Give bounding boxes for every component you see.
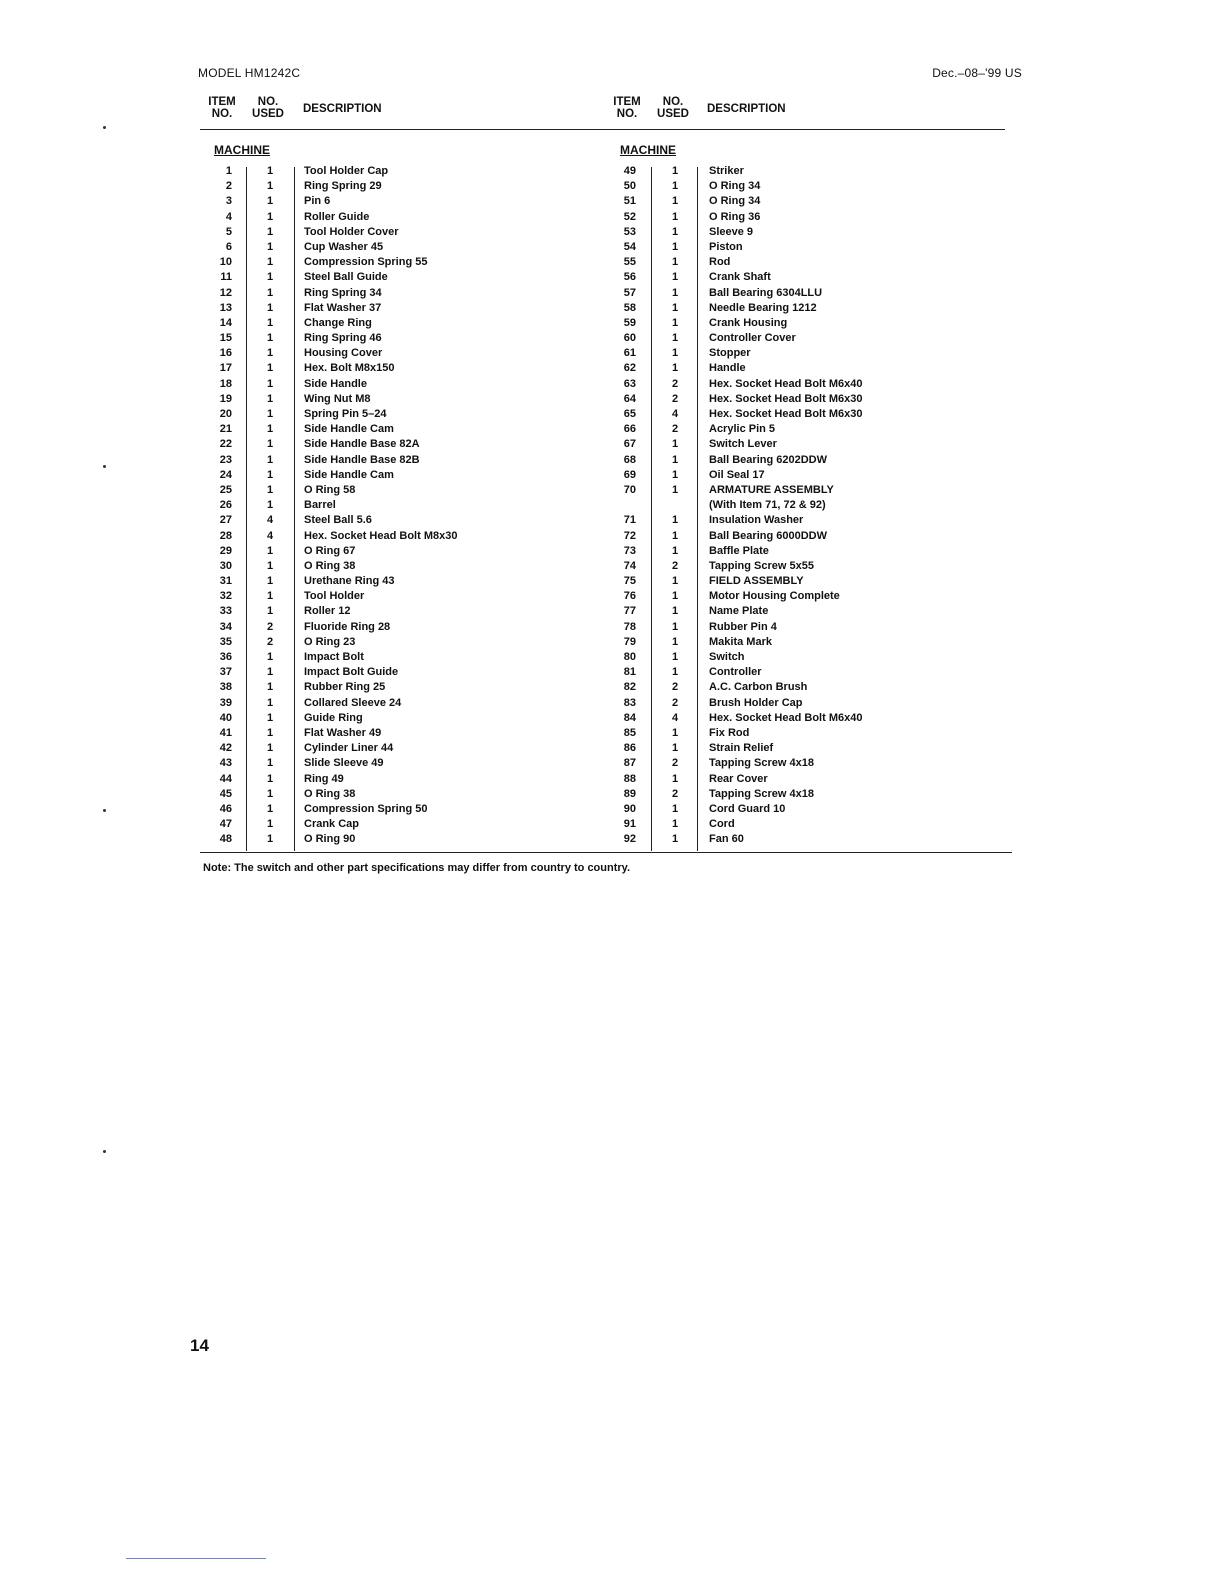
item-number: 40 bbox=[219, 711, 232, 724]
quantity-used: 1 bbox=[266, 347, 274, 360]
quantity-used: 2 bbox=[671, 681, 679, 694]
part-description: Tool Holder Cover bbox=[304, 225, 399, 238]
item-number: 89 bbox=[623, 787, 636, 800]
part-description: Acrylic Pin 5 bbox=[709, 423, 776, 436]
part-description: Fix Rod bbox=[709, 726, 750, 739]
item-number: 57 bbox=[623, 286, 636, 299]
quantity-used: 1 bbox=[671, 286, 679, 299]
part-description: Baffle Plate bbox=[709, 544, 769, 557]
part-description: Sleeve 9 bbox=[709, 225, 754, 238]
model-label: MODEL HM1242C bbox=[198, 66, 301, 80]
item-number: 70 bbox=[623, 483, 636, 496]
quantity-used: 1 bbox=[671, 833, 679, 846]
quantity-used: 1 bbox=[671, 195, 679, 208]
part-description: O Ring 23 bbox=[304, 635, 356, 648]
quantity-used: 1 bbox=[671, 651, 679, 663]
quantity-used: 1 bbox=[671, 575, 679, 588]
quantity-used: 1 bbox=[671, 726, 679, 739]
item-number: 69 bbox=[623, 468, 636, 481]
quantity-used: 1 bbox=[671, 635, 679, 648]
part-description: Name Plate bbox=[709, 605, 769, 618]
footer-rule bbox=[200, 852, 1012, 853]
part-description: Cylinder Liner 44 bbox=[304, 742, 394, 755]
part-description: ARMATURE ASSEMBLY bbox=[709, 483, 834, 496]
quantity-used: 1 bbox=[266, 377, 274, 390]
item-number: 60 bbox=[623, 332, 636, 345]
quantity-used: 1 bbox=[266, 468, 274, 481]
quantity-used: 1 bbox=[266, 225, 274, 238]
quantity-used: 1 bbox=[266, 696, 274, 709]
quantity-used: 1 bbox=[266, 681, 274, 694]
date-label: Dec.–08–'99 US bbox=[932, 66, 1022, 80]
quantity-used: 1 bbox=[266, 559, 274, 572]
item-number: 56 bbox=[623, 271, 636, 284]
item-number: 81 bbox=[623, 666, 636, 679]
quantity-used: 1 bbox=[266, 651, 274, 663]
part-description: Fluoride Ring 28 bbox=[304, 620, 391, 633]
scan-dot bbox=[103, 1150, 106, 1153]
part-description: Crank Cap bbox=[304, 818, 360, 831]
item-number: 44 bbox=[219, 772, 232, 785]
part-description: Handle bbox=[709, 362, 746, 375]
part-description: Steel Ball Guide bbox=[304, 271, 388, 284]
quantity-used: 2 bbox=[671, 423, 679, 436]
quantity-used: 2 bbox=[671, 757, 679, 770]
item-number: 23 bbox=[219, 453, 232, 466]
item-number: 85 bbox=[623, 726, 636, 739]
part-description: Barrel bbox=[304, 499, 336, 512]
part-description: Crank Housing bbox=[709, 316, 788, 329]
quantity-used: 1 bbox=[671, 483, 679, 496]
quantity-used: 1 bbox=[266, 453, 274, 466]
part-description: Rubber Ring 25 bbox=[304, 681, 386, 694]
quantity-used: 1 bbox=[671, 332, 679, 345]
quantity-used: 1 bbox=[266, 195, 274, 208]
part-description: Hex. Socket Head Bolt M8x30 bbox=[304, 529, 458, 542]
item-number: 84 bbox=[623, 711, 636, 724]
item-number: 39 bbox=[219, 696, 232, 709]
item-number: 18 bbox=[219, 377, 232, 390]
quantity-used: 1 bbox=[671, 529, 679, 542]
no-used-header-line1: NO. bbox=[662, 96, 684, 108]
item-number: 14 bbox=[219, 316, 232, 329]
section-label-left: MACHINE bbox=[214, 143, 270, 157]
quantity-used: 1 bbox=[266, 165, 274, 177]
part-description: O Ring 90 bbox=[304, 833, 356, 846]
part-description: Hex. Socket Head Bolt M6x40 bbox=[709, 711, 863, 724]
part-description: Ring Spring 34 bbox=[304, 286, 382, 299]
part-description: Cup Washer 45 bbox=[304, 240, 384, 253]
quantity-used: 1 bbox=[266, 666, 274, 679]
item-number: 35 bbox=[219, 635, 232, 648]
quantity-used: 1 bbox=[266, 726, 274, 739]
quantity-used: 1 bbox=[266, 286, 274, 299]
part-description: Compression Spring 55 bbox=[304, 256, 428, 269]
column-divider bbox=[246, 167, 247, 851]
part-description: Stopper bbox=[709, 347, 751, 360]
quantity-used: 2 bbox=[671, 392, 679, 405]
part-description: Impact Bolt bbox=[304, 651, 364, 663]
quantity-used: 1 bbox=[266, 590, 274, 603]
part-description: Fan 60 bbox=[709, 833, 744, 846]
item-number: 82 bbox=[623, 681, 636, 694]
part-description: Ring 49 bbox=[304, 772, 344, 785]
part-description: Slide Sleeve 49 bbox=[304, 757, 384, 770]
item-no-header-line2: NO. bbox=[616, 108, 638, 120]
quantity-used: 2 bbox=[266, 620, 274, 633]
item-number: 41 bbox=[219, 726, 232, 739]
quantity-used: 1 bbox=[266, 316, 274, 329]
part-description: Brush Holder Cap bbox=[709, 696, 803, 709]
quantity-used: 1 bbox=[266, 757, 274, 770]
quantity-used: 1 bbox=[266, 711, 274, 724]
part-description: O Ring 36 bbox=[709, 210, 761, 223]
quantity-used: 1 bbox=[671, 256, 679, 269]
item-number: 80 bbox=[623, 651, 636, 663]
quantity-used: 1 bbox=[671, 225, 679, 238]
item-number: 33 bbox=[219, 605, 232, 618]
quantity-used: 1 bbox=[266, 180, 274, 193]
part-description: Makita Mark bbox=[709, 635, 772, 648]
item-number: 28 bbox=[219, 529, 232, 542]
part-description: Side Handle Base 82B bbox=[304, 453, 420, 466]
part-description: Crank Shaft bbox=[709, 271, 771, 284]
item-number: 37 bbox=[219, 666, 232, 679]
part-description: O Ring 38 bbox=[304, 787, 356, 800]
part-description: Rubber Pin 4 bbox=[709, 620, 777, 633]
quantity-used: 1 bbox=[671, 240, 679, 253]
item-number: 86 bbox=[623, 742, 636, 755]
description-header: DESCRIPTION bbox=[707, 103, 786, 115]
quantity-used: 1 bbox=[671, 666, 679, 679]
item-number: 22 bbox=[219, 438, 232, 451]
quantity-used: 1 bbox=[266, 210, 274, 223]
quantity-used: 1 bbox=[266, 271, 274, 284]
quantity-used: 1 bbox=[266, 818, 274, 831]
item-number: 15 bbox=[219, 332, 232, 345]
quantity-used: 1 bbox=[671, 802, 679, 815]
quantity-used: 1 bbox=[266, 256, 274, 269]
part-description: Tapping Screw 5x55 bbox=[709, 559, 814, 572]
quantity-used: 1 bbox=[671, 605, 679, 618]
part-description: (With Item 71, 72 & 92) bbox=[709, 499, 826, 512]
no-used-header bbox=[248, 96, 288, 120]
item-number: 61 bbox=[623, 347, 636, 360]
item-number: 38 bbox=[219, 681, 232, 694]
item-number: 76 bbox=[623, 590, 636, 603]
item-number: 26 bbox=[219, 499, 232, 512]
quantity-used: 1 bbox=[671, 453, 679, 466]
part-description: Strain Relief bbox=[709, 742, 774, 755]
quantity-used: 1 bbox=[266, 742, 274, 755]
no-used-header bbox=[653, 96, 693, 120]
quantity-used: 1 bbox=[671, 620, 679, 633]
part-description: O Ring 58 bbox=[304, 483, 356, 496]
item-number: 5 bbox=[225, 225, 232, 238]
quantity-used: 1 bbox=[671, 514, 679, 527]
item-number: 34 bbox=[219, 620, 232, 633]
quantity-used: 4 bbox=[671, 711, 679, 724]
quantity-used: 2 bbox=[671, 559, 679, 572]
part-description: O Ring 34 bbox=[709, 195, 761, 208]
part-description: Flat Washer 49 bbox=[304, 726, 382, 739]
item-no-header bbox=[609, 96, 645, 120]
quantity-used: 2 bbox=[671, 377, 679, 390]
item-number: 20 bbox=[219, 408, 232, 420]
item-number: 42 bbox=[219, 742, 232, 755]
quantity-used: 1 bbox=[266, 408, 274, 420]
item-number: 92 bbox=[623, 833, 636, 846]
quantity-used: 1 bbox=[671, 301, 679, 314]
column-divider bbox=[697, 167, 698, 851]
item-number: 50 bbox=[623, 180, 636, 193]
part-description: Needle Bearing 1212 bbox=[709, 301, 817, 314]
quantity-used: 1 bbox=[671, 468, 679, 481]
part-description: Rod bbox=[709, 256, 731, 269]
description-header: DESCRIPTION bbox=[303, 103, 382, 115]
item-number: 17 bbox=[219, 362, 232, 375]
part-description: O Ring 38 bbox=[304, 559, 356, 572]
quantity-used: 1 bbox=[671, 165, 679, 177]
part-description: Wing Nut M8 bbox=[304, 392, 371, 405]
item-number: 78 bbox=[623, 620, 636, 633]
part-description: Ball Bearing 6304LLU bbox=[709, 286, 823, 299]
item-number: 46 bbox=[219, 802, 232, 815]
item-number: 10 bbox=[219, 256, 232, 269]
part-description: Hex. Socket Head Bolt M6x30 bbox=[709, 408, 863, 420]
header-rule bbox=[200, 129, 1005, 130]
quantity-used: 1 bbox=[671, 772, 679, 785]
quantity-used: 1 bbox=[266, 438, 274, 451]
quantity-used: 1 bbox=[671, 347, 679, 360]
part-description: Oil Seal 17 bbox=[709, 468, 765, 481]
part-description: Switch Lever bbox=[709, 438, 777, 451]
part-description: Hex. Bolt M8x150 bbox=[304, 362, 395, 375]
item-number: 4 bbox=[225, 210, 232, 223]
part-description: Insulation Washer bbox=[709, 514, 804, 527]
no-used-header-line2: USED bbox=[252, 108, 284, 120]
quantity-used: 4 bbox=[266, 514, 274, 527]
item-number: 52 bbox=[623, 210, 636, 223]
item-number: 19 bbox=[219, 392, 232, 405]
item-number: 16 bbox=[219, 347, 232, 360]
part-description: Ball Bearing 6000DDW bbox=[709, 529, 827, 542]
item-number: 62 bbox=[623, 362, 636, 375]
quantity-used: 1 bbox=[671, 362, 679, 375]
item-number: 79 bbox=[623, 635, 636, 648]
item-number: 51 bbox=[623, 195, 636, 208]
part-description: Ball Bearing 6202DDW bbox=[709, 453, 827, 466]
item-no-header-line1: ITEM bbox=[208, 96, 236, 108]
part-description: Roller 12 bbox=[304, 605, 351, 618]
part-description: Side Handle bbox=[304, 377, 367, 390]
item-number: 36 bbox=[219, 651, 232, 663]
quantity-used: 4 bbox=[266, 529, 274, 542]
quantity-used: 1 bbox=[671, 818, 679, 831]
part-description: Housing Cover bbox=[304, 347, 383, 360]
item-number: 58 bbox=[623, 301, 636, 314]
part-description: Tool Holder bbox=[304, 590, 365, 603]
item-number: 72 bbox=[623, 529, 636, 542]
quantity-used: 2 bbox=[266, 635, 274, 648]
item-number: 2 bbox=[225, 180, 232, 193]
item-number: 59 bbox=[623, 316, 636, 329]
quantity-used: 1 bbox=[671, 180, 679, 193]
part-description: Switch bbox=[709, 651, 745, 663]
part-description: Change Ring bbox=[304, 316, 372, 329]
part-description: Piston bbox=[709, 240, 743, 253]
part-description: O Ring 34 bbox=[709, 180, 761, 193]
part-description: O Ring 67 bbox=[304, 544, 356, 557]
item-number: 49 bbox=[623, 165, 636, 177]
scan-dot bbox=[103, 465, 106, 468]
item-number: 67 bbox=[623, 438, 636, 451]
quantity-used: 1 bbox=[266, 392, 274, 405]
quantity-used: 1 bbox=[671, 742, 679, 755]
section-label-right: MACHINE bbox=[620, 143, 676, 157]
item-number: 53 bbox=[623, 225, 636, 238]
quantity-used: 1 bbox=[266, 833, 274, 846]
item-no-header bbox=[204, 96, 240, 120]
part-description: Impact Bolt Guide bbox=[304, 666, 399, 679]
part-description: A.C. Carbon Brush bbox=[709, 681, 808, 694]
item-number: 29 bbox=[219, 544, 232, 557]
quantity-used: 1 bbox=[671, 210, 679, 223]
quantity-used: 1 bbox=[266, 605, 274, 618]
item-number: 75 bbox=[623, 575, 636, 588]
part-description: Roller Guide bbox=[304, 210, 370, 223]
quantity-used: 1 bbox=[266, 483, 274, 496]
quantity-used: 1 bbox=[266, 301, 274, 314]
scan-dot bbox=[103, 809, 106, 812]
part-description: Side Handle Cam bbox=[304, 423, 394, 436]
item-number: 90 bbox=[623, 802, 636, 815]
item-number: 91 bbox=[623, 818, 636, 831]
quantity-used: 2 bbox=[671, 787, 679, 800]
item-number: 11 bbox=[220, 271, 232, 284]
part-description: FIELD ASSEMBLY bbox=[709, 575, 804, 588]
item-number: 47 bbox=[219, 818, 232, 831]
item-number: 83 bbox=[623, 696, 636, 709]
part-description: Motor Housing Complete bbox=[709, 590, 840, 603]
quantity-used: 1 bbox=[266, 362, 274, 375]
quantity-used: 1 bbox=[266, 544, 274, 557]
item-number: 48 bbox=[219, 833, 232, 846]
part-description: Urethane Ring 43 bbox=[304, 575, 395, 588]
page-number: 14 bbox=[190, 1336, 209, 1355]
item-number: 12 bbox=[219, 286, 232, 299]
item-number: 73 bbox=[623, 544, 636, 557]
item-number: 30 bbox=[219, 559, 232, 572]
quantity-used: 1 bbox=[266, 772, 274, 785]
item-number: 3 bbox=[225, 195, 232, 208]
item-number: 31 bbox=[219, 575, 232, 588]
part-description: Compression Spring 50 bbox=[304, 802, 428, 815]
quantity-used: 1 bbox=[266, 499, 274, 512]
quantity-used: 4 bbox=[671, 408, 679, 420]
item-no-header-line1: ITEM bbox=[613, 96, 641, 108]
quantity-used: 1 bbox=[671, 544, 679, 557]
item-number: 27 bbox=[219, 514, 232, 527]
quantity-used: 1 bbox=[671, 438, 679, 451]
part-description: Striker bbox=[709, 165, 744, 177]
item-number: 87 bbox=[623, 757, 636, 770]
part-description: Pin 6 bbox=[304, 195, 331, 208]
item-number: 25 bbox=[219, 483, 232, 496]
part-description: Collared Sleeve 24 bbox=[304, 696, 402, 709]
item-number: 55 bbox=[623, 256, 636, 269]
quantity-used: 1 bbox=[671, 590, 679, 603]
quantity-used: 1 bbox=[266, 423, 274, 436]
item-number: 24 bbox=[219, 468, 232, 481]
part-description: Ring Spring 46 bbox=[304, 332, 382, 345]
item-number: 71 bbox=[623, 514, 636, 527]
item-number: 32 bbox=[219, 590, 232, 603]
scan-artifact-line bbox=[126, 1558, 266, 1559]
item-number: 63 bbox=[623, 377, 636, 390]
part-description: Steel Ball 5.6 bbox=[304, 514, 372, 527]
part-description: Cord bbox=[709, 818, 735, 831]
item-number: 74 bbox=[623, 559, 636, 572]
item-number: 66 bbox=[623, 423, 636, 436]
quantity-used: 2 bbox=[671, 696, 679, 709]
part-description: Ring Spring 29 bbox=[304, 180, 382, 193]
quantity-used: 1 bbox=[266, 332, 274, 345]
item-number: 64 bbox=[623, 392, 636, 405]
part-description: Rear Cover bbox=[709, 772, 768, 785]
quantity-used: 1 bbox=[266, 240, 274, 253]
item-number: 6 bbox=[225, 240, 232, 253]
quantity-used: 1 bbox=[671, 316, 679, 329]
item-number: 21 bbox=[219, 423, 232, 436]
item-number: 13 bbox=[219, 301, 232, 314]
part-description: Hex. Socket Head Bolt M6x40 bbox=[709, 377, 863, 390]
part-description: Hex. Socket Head Bolt M6x30 bbox=[709, 392, 863, 405]
part-description: Tapping Screw 4x18 bbox=[709, 757, 814, 770]
part-description: Side Handle Base 82A bbox=[304, 438, 420, 451]
quantity-used: 1 bbox=[266, 802, 274, 815]
footnote: Note: The switch and other part specifications may differ from country to country. bbox=[203, 862, 631, 874]
quantity-used: 1 bbox=[671, 271, 679, 284]
part-description: Spring Pin 5–24 bbox=[304, 408, 387, 420]
item-number: 68 bbox=[623, 453, 636, 466]
column-divider bbox=[294, 167, 295, 851]
item-number: 43 bbox=[219, 757, 232, 770]
part-description: Cord Guard 10 bbox=[709, 802, 786, 815]
part-description: Flat Washer 37 bbox=[304, 301, 382, 314]
item-number: 1 bbox=[225, 165, 232, 177]
part-description: Controller Cover bbox=[709, 332, 796, 345]
column-divider bbox=[651, 167, 652, 851]
part-description: Tool Holder Cap bbox=[304, 165, 389, 177]
part-description: Side Handle Cam bbox=[304, 468, 394, 481]
no-used-header-line2: USED bbox=[657, 108, 689, 120]
part-description: Controller bbox=[709, 666, 762, 679]
part-description: Tapping Screw 4x18 bbox=[709, 787, 814, 800]
item-number: 88 bbox=[623, 772, 636, 785]
item-number: 65 bbox=[623, 408, 636, 420]
item-no-header-line2: NO. bbox=[211, 108, 233, 120]
scan-dot bbox=[103, 126, 106, 129]
quantity-used: 1 bbox=[266, 787, 274, 800]
part-description: Guide Ring bbox=[304, 711, 363, 724]
no-used-header-line1: NO. bbox=[257, 96, 279, 108]
item-number: 77 bbox=[623, 605, 636, 618]
quantity-used: 1 bbox=[266, 575, 274, 588]
item-number: 45 bbox=[219, 787, 232, 800]
item-number: 54 bbox=[623, 240, 636, 253]
